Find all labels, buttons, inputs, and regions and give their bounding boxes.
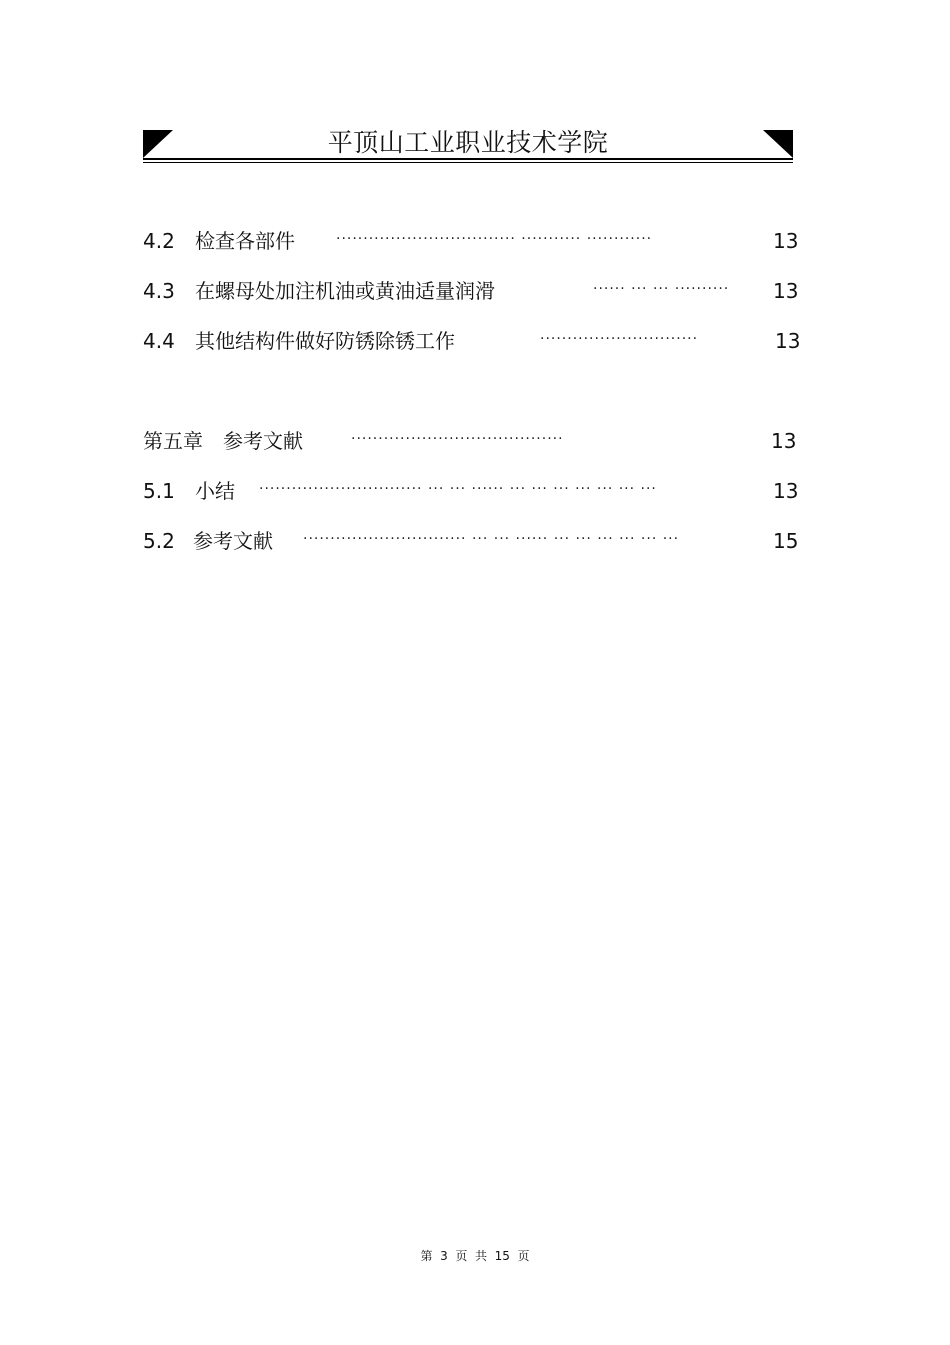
toc-leader-dots: ······························ ··· ··· ······ ··· ··· ··· ··· ··· ··· ···: [259, 481, 657, 497]
toc-entry[interactable]: [143, 276, 803, 306]
toc-entry-title: 在螺母处加注机油或黄油适量润滑: [195, 279, 495, 303]
toc-leader-dots: ······························ ··· ··· ······ ··· ··· ··· ··· ··· ···: [303, 531, 680, 547]
header-corner-right: [763, 130, 793, 158]
toc-entry[interactable]: [143, 226, 803, 256]
toc-entry-title: 其他结构件做好防锈除锈工作: [195, 329, 455, 353]
toc-entry[interactable]: [143, 476, 803, 506]
toc-entry-number: 4.2: [143, 229, 175, 253]
toc-entry-page: 13: [775, 329, 801, 353]
page-footer: 第 3 页 共 15 页: [420, 1249, 530, 1263]
page-header: [143, 126, 793, 162]
toc-entry-number: 5.2: [143, 529, 175, 553]
toc-entry-number: 5.1: [143, 479, 175, 503]
toc-entry[interactable]: [143, 326, 803, 356]
toc-chapter[interactable]: [143, 426, 803, 456]
toc-leader-dots: ································· ··········· ············: [336, 231, 653, 247]
toc-entry-page: 13: [773, 279, 799, 303]
toc-chapter-title: 第五章 参考文献: [143, 429, 303, 453]
toc-entry-page: 13: [773, 229, 799, 253]
toc-entry-title: 小结: [195, 479, 235, 503]
toc-entry-page: 13: [773, 479, 799, 503]
toc-entry-number: 4.3: [143, 279, 175, 303]
toc-leader-dots: ·····························: [540, 331, 699, 347]
toc-entry-title: 参考文献: [193, 529, 273, 553]
header-title: 平顶山工业职业技术学院: [327, 128, 609, 157]
toc-entry-number: 4.4: [143, 329, 175, 353]
toc-leader-dots: ······ ··· ··· ··········: [593, 281, 730, 297]
toc-entry-page: 15: [773, 529, 799, 553]
header-rule: [143, 158, 793, 160]
toc-leader-dots: ·······································: [351, 431, 564, 447]
header-rule-thin: [143, 162, 793, 163]
toc-chapter-page: 13: [771, 429, 797, 453]
toc-entry-title: 检查各部件: [195, 229, 295, 253]
toc-entry[interactable]: [143, 526, 803, 556]
